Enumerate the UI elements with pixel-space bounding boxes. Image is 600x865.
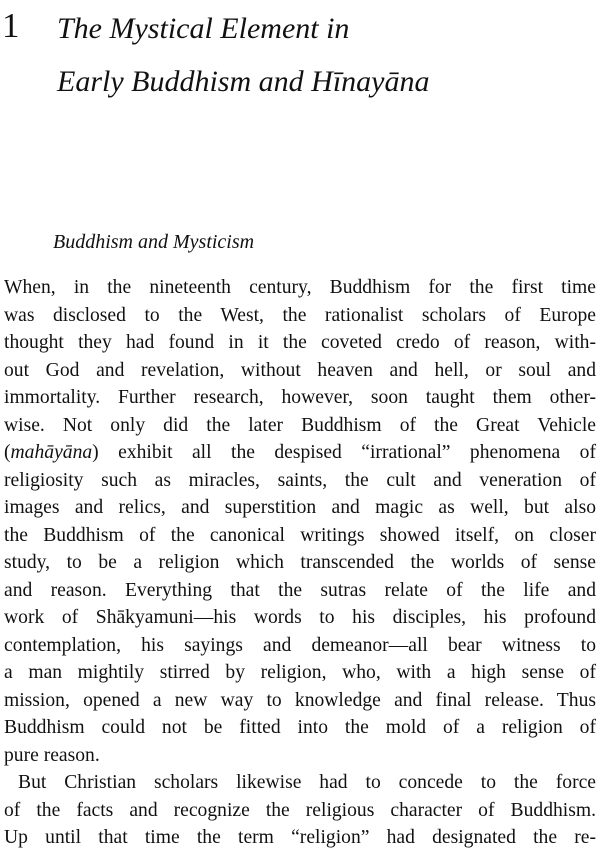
text-line: out God and revelation, without heaven and hell, or soul and (4, 359, 596, 381)
text-line: When, in the nineteenth century, Buddhism for the first time (4, 277, 596, 298)
text-line: work of Shākyamuni—his words to his disciples, his profound (4, 607, 596, 628)
chapter-title-line: The Mystical Element in (57, 12, 350, 45)
chapter-number: 1 (2, 6, 20, 45)
text-line: and reason. Everything that the sutras relate of the life and (4, 579, 596, 601)
text-line: wise. Not only did the later Buddhism of the Great Vehicle (4, 414, 596, 436)
text-line: immortality. Further research, however, soon taught them other- (4, 387, 596, 408)
chapter-title (57, 2, 597, 108)
text-fragment: ( (4, 442, 11, 463)
section-heading: Buddhism and Mysticism (53, 231, 255, 253)
text-line: Up until that time the term “religion” had designated the re- (4, 827, 596, 848)
text-line: was disclosed to the West, the rationalist scholars of Europe (4, 304, 596, 326)
text-line: thought they had found in it the coveted credo of reason, with- (4, 332, 596, 353)
text-line: mission, opened a new way to knowledge and final release. Thus (4, 689, 596, 711)
sanskrit-term: mahāyāna (10, 442, 93, 463)
text-line: Buddhism could not be fitted into the mold of a religion of (4, 717, 596, 738)
text-line: study, to be a religion which transcended the worlds of sense (4, 552, 596, 573)
chapter-title-line: Early Buddhism and Hīnayāna (57, 65, 430, 98)
text-line: religiosity such as miracles, saints, the cult and veneration of (4, 469, 596, 491)
paragraph (4, 769, 596, 852)
text-fragment: ) exhibit all the despised “irrational” phenomena of (92, 442, 596, 463)
text-line: But Christian scholars likewise had to concede to the force (18, 772, 596, 793)
body-text (4, 274, 596, 852)
text-line: pure reason. (4, 744, 100, 766)
text-line: of the facts and recognize the religious character of Buddhism. (4, 799, 596, 821)
text-line (4, 439, 596, 467)
text-line: contemplation, his sayings and demeanor—all bear witness to (4, 634, 596, 656)
paragraph (4, 274, 596, 769)
text-line: a man mightily stirred by religion, who, with a high sense of (4, 662, 596, 683)
text-line: images and relics, and superstition and magic as well, but also (4, 497, 596, 518)
text-line: the Buddhism of the canonical writings showed itself, on closer (4, 524, 596, 546)
